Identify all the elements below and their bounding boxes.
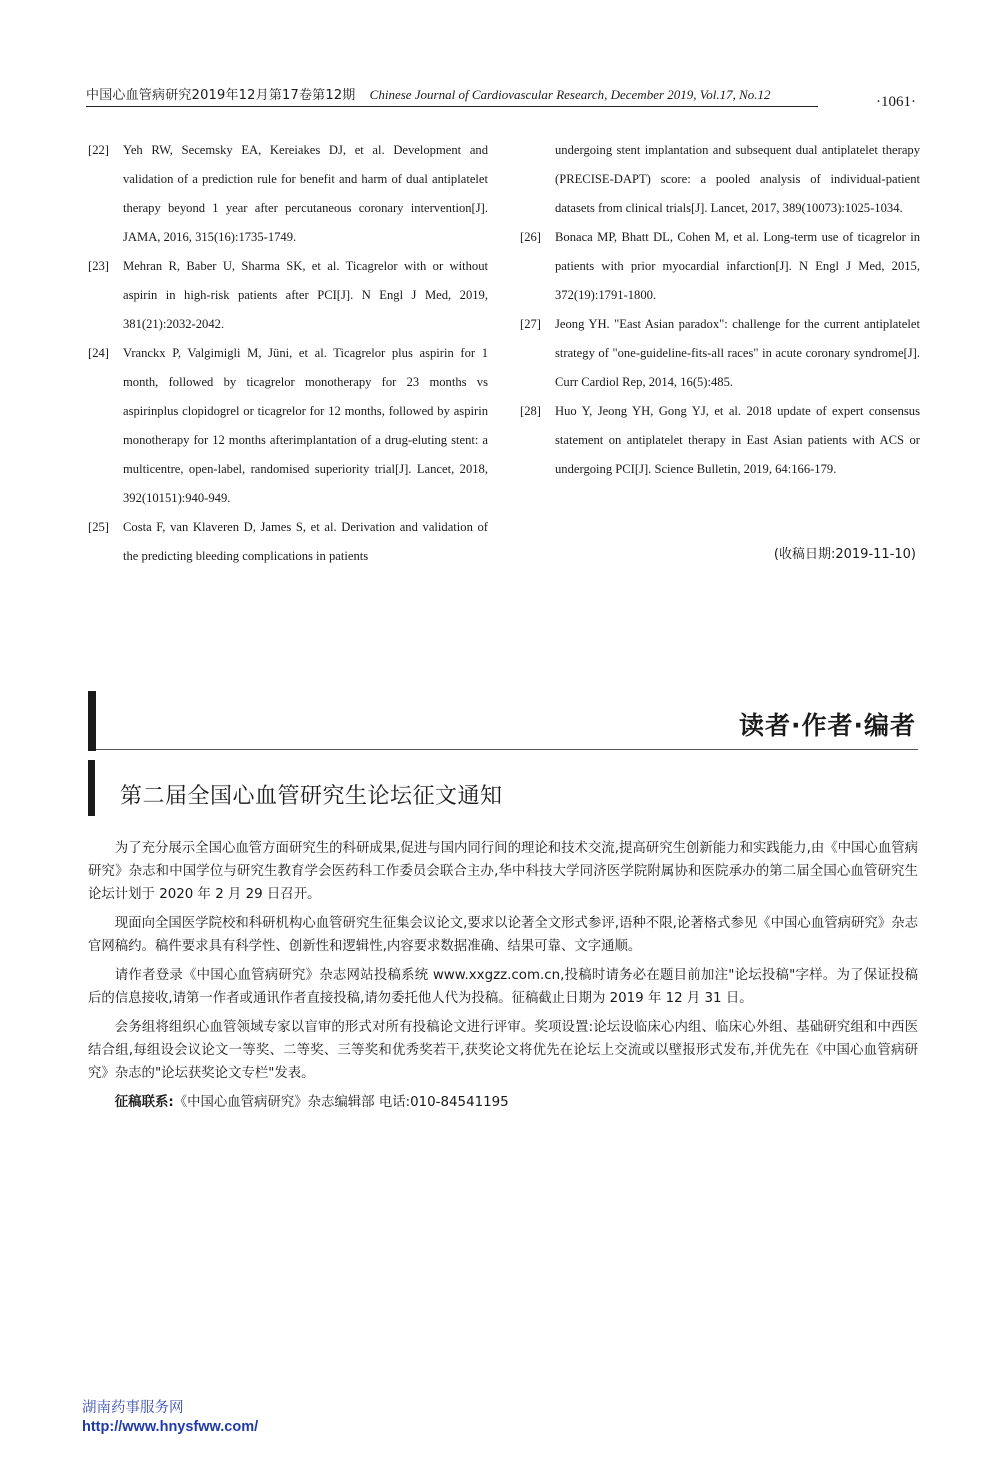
column-title: 读者·作者·编者 — [739, 711, 916, 740]
reference-item — [520, 310, 920, 397]
reference-text: Yeh RW, Secemsky EA, Kereiakes DJ, et al. Development and validation of a prediction rule for benefit and harm of dual antiplatelet therapy beyond 1 year after percutaneous coronary intervention[J]. JAMA, 2016, 315(16):1735-1749. — [123, 143, 488, 244]
references-right-column — [520, 136, 920, 484]
paragraph: 为了充分展示全国心血管方面研究生的科研成果,促进与国内同行间的理论和技术交流,提高研究生创新能力和实践能力,由《中国心血管病研究》杂志和中国学位与研究生教育学会医药科工作委员会联合主办,华中科技大学同济医学院附属协和医院承办的第二届全国心血管研究生论坛计划于 2020 年 2 月 29 日召开。 — [88, 841, 918, 902]
notice-body — [88, 837, 918, 1120]
page-number: ·1061· — [876, 94, 916, 110]
reference-item — [88, 513, 488, 571]
reference-item — [520, 397, 920, 484]
reference-number: [26] — [520, 230, 541, 244]
journal-title-cn: 中国心血管病研究2019年12月第17卷第12期 — [86, 88, 356, 103]
header-rule — [86, 106, 818, 107]
reference-number: [22] — [88, 143, 109, 157]
journal-title-en: Chinese Journal of Cardiovascular Research, December 2019, Vol.17, No.12 — [369, 87, 771, 102]
article-title: 第二届全国心血管研究生论坛征文通知 — [120, 784, 503, 809]
reference-continuation — [520, 136, 920, 223]
references-left-column — [88, 136, 488, 571]
reference-text: Huo Y, Jeong YH, Gong YJ, et al. 2018 update of expert consensus statement on antiplatelet therapy in East Asian patients with ACS or undergoing PCI[J]. Science Bulletin, 2019, 64:166-179. — [555, 404, 920, 476]
reference-item — [88, 136, 488, 252]
contact-label: 征稿联系: — [114, 1095, 174, 1110]
reference-text: Bonaca MP, Bhatt DL, Cohen M, et al. Long-term use of ticagrelor in patients with prior myocardial infarction[J]. N Engl J Med, 2015, 372(19):1791-1800. — [555, 230, 920, 302]
contact-line — [88, 1091, 918, 1114]
paragraph: 会务组将组织心血管领域专家以盲审的形式对所有投稿论文进行评审。奖项设置:论坛设临床心内组、临床心外组、基础研究组和中西医结合组,每组设会议论文一等奖、二等奖、三等奖和优秀奖若干,获奖论文将优先在论坛上交流或以壁报形式发布,并优先在《中国心血管病研究》杂志的"论坛获奖论文专栏"发表。 — [88, 1020, 918, 1081]
reference-number: [24] — [88, 346, 109, 360]
received-date: (收稿日期:2019-11-10) — [773, 547, 916, 562]
watermark-url: http://www.hnysfww.com/ — [82, 1419, 259, 1435]
watermark — [82, 1399, 258, 1437]
reference-item — [88, 339, 488, 513]
reference-item — [88, 252, 488, 339]
reference-number: [28] — [520, 404, 541, 418]
column-accent-bar — [88, 691, 96, 751]
running-header — [86, 84, 818, 103]
column-rule — [96, 749, 918, 750]
paragraph: 现面向全国医学院校和科研机构心血管研究生征集会议论文,要求以论著全文形式参评,语种不限,论著格式参见《中国心血管病研究》杂志官网稿约。稿件要求具有科学性、创新性和逻辑性,内容要求数据准确、结果可靠、文字通顺。 — [88, 916, 918, 954]
reference-text: Costa F, van Klaveren D, James S, et al. Derivation and validation of the predicting bleeding complications in patients — [123, 520, 488, 563]
reference-number: [23] — [88, 259, 109, 273]
reference-text: Jeong YH. "East Asian paradox": challenge for the current antiplatelet strategy of "one-guideline-fits-all races" in acute coronary syndrome[J]. Curr Cardiol Rep, 2014, 16(5):485. — [555, 317, 920, 389]
reference-text: Vranckx P, Valgimigli M, Jüni, et al. Ticagrelor plus aspirin for 1 month, followed by ticagrelor monotherapy for 23 months vs aspirinplus clopidogrel or ticagrelor for 12 months, followed by aspirin monotherapy for 12 months afterimplantation of a drug-eluting stent: a multicentre, open-label, randomised superiority trial[J]. Lancet, 2018, 392(10151):940-949. — [123, 346, 488, 505]
reference-text: Mehran R, Baber U, Sharma SK, et al. Ticagrelor with or without aspirin in high-risk patients after PCI[J]. N Engl J Med, 2019, 381(21):2032-2042. — [123, 259, 488, 331]
title-accent-bar — [88, 760, 95, 816]
reference-text: undergoing stent implantation and subsequent dual antiplatelet therapy (PRECISE-DAPT) score: a pooled analysis of individual-patient datasets from clinical trials[J]. Lancet, 2017, 389(10073):1025-1034. — [555, 143, 920, 215]
reference-number: [27] — [520, 317, 541, 331]
reference-number: [25] — [88, 520, 109, 534]
contact-text: 《中国心血管病研究》杂志编辑部 电话:010-84541195 — [173, 1095, 509, 1110]
paragraph: 请作者登录《中国心血管病研究》杂志网站投稿系统 www.xxgzz.com.cn,投稿时请务必在题目前加注"论坛投稿"字样。为了保证投稿后的信息接收,请第一作者或通讯作者直接投稿,请勿委托他人代为投稿。征稿截止日期为 2019 年 12 月 31 日。 — [88, 968, 918, 1006]
reference-item — [520, 223, 920, 310]
watermark-site-name: 湖南药事服务网 — [82, 1400, 184, 1416]
